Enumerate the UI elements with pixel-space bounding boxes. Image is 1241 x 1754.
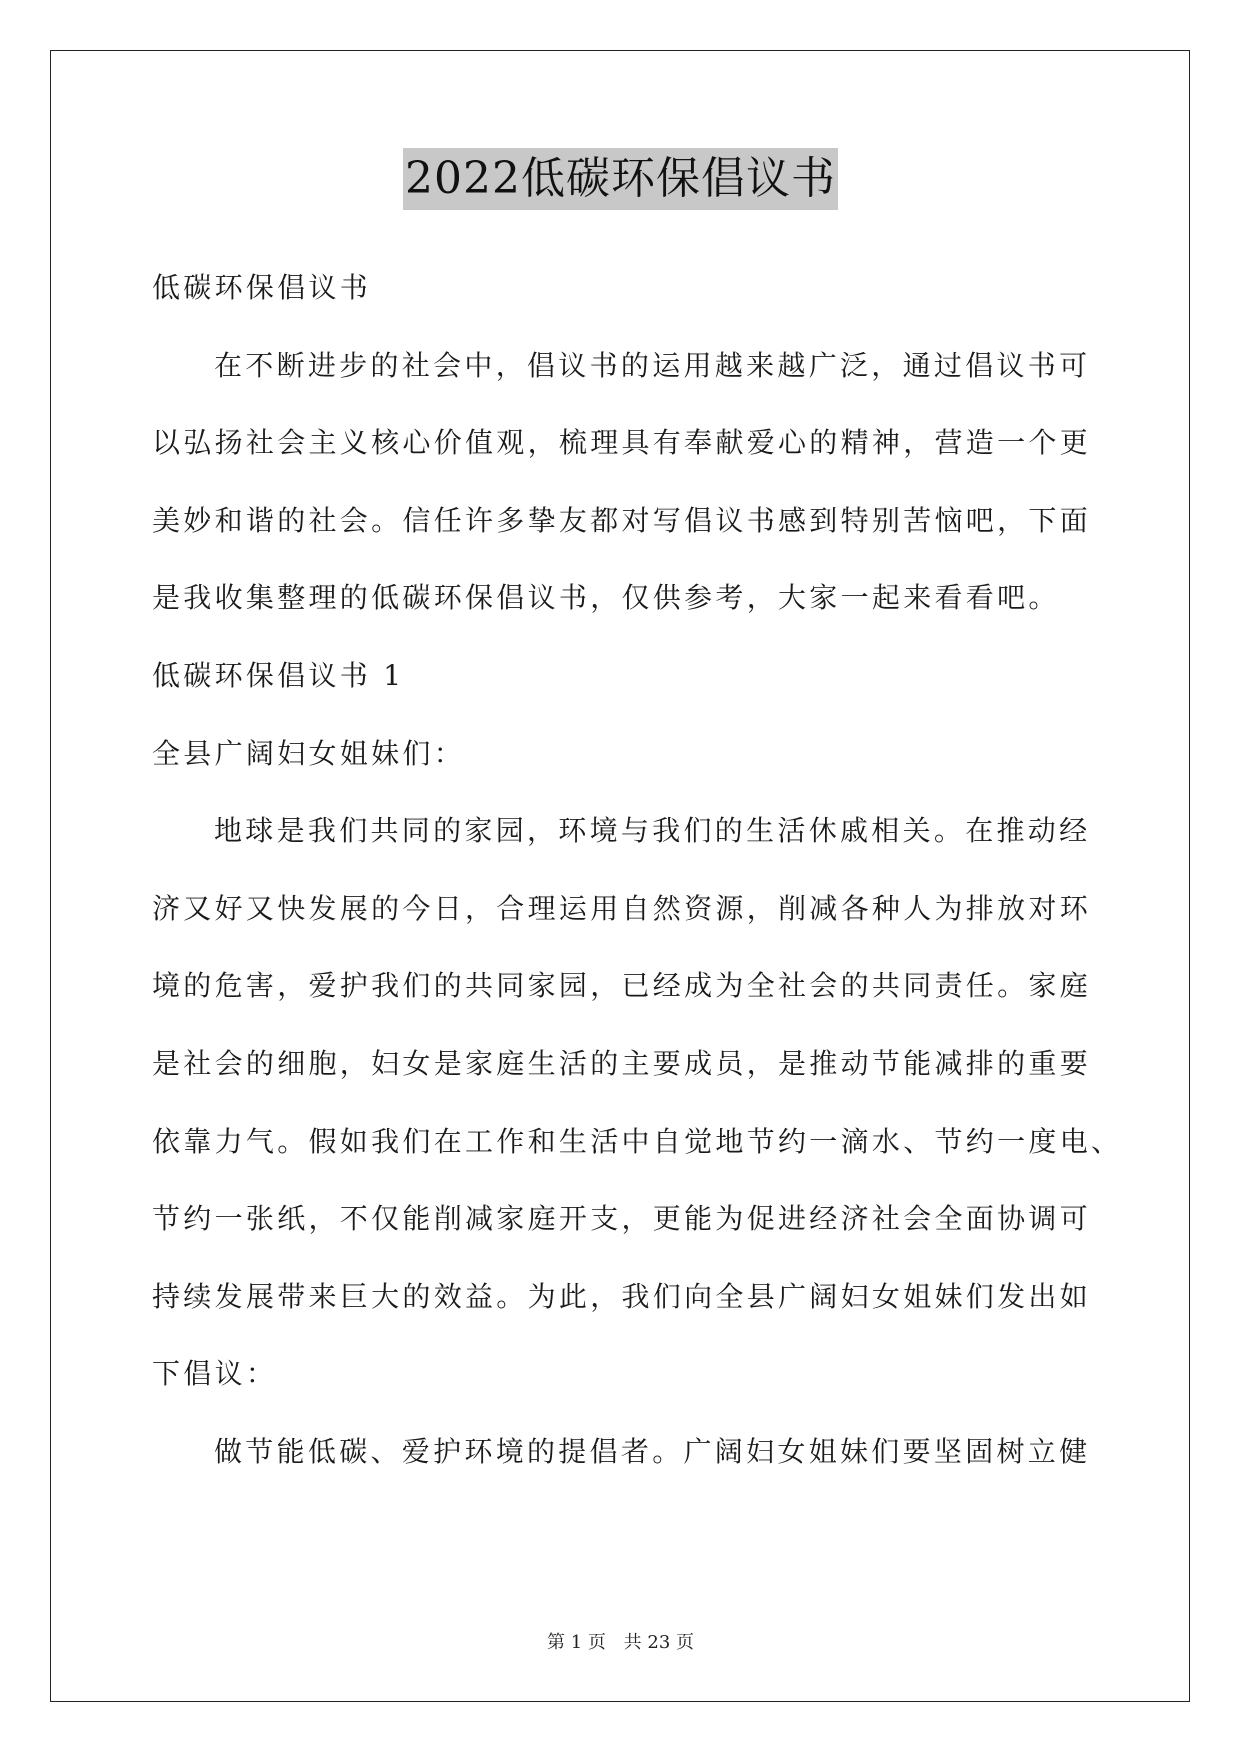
text-line: 以弘扬社会主义核心价值观，梳理具有奉献爱心的精神，营造一个更 — [152, 426, 1092, 460]
text-line: 在不断进步的社会中，倡议书的运用越来越广泛，通过倡议书可 — [214, 348, 1091, 382]
text-line: 做节能低碳、爱护环境的提倡者。广阔妇女姐妹们要坚固树立健 — [214, 1434, 1091, 1468]
text-line: 美妙和谐的社会。信任许多挚友都对写倡议书感到特别苦恼吧，下面 — [152, 503, 1092, 537]
text-line: 济又好又快发展的今日，合理运用自然资源，削减各种人为排放对环 — [152, 891, 1092, 925]
text-line: 地球是我们共同的家园，环境与我们的生活休戚相关。在推动经 — [214, 814, 1091, 848]
page-number: 第 1 页 — [547, 1632, 606, 1653]
text-line: 下倡议： — [152, 1357, 278, 1391]
page-total: 共 23 页 — [623, 1632, 694, 1653]
document-body — [152, 260, 1123, 1502]
text-line: 低碳环保倡议书 — [152, 271, 372, 304]
text-line: 节约一张纸，不仅能削减家庭开支，更能为促进经济社会全面协调可 — [152, 1202, 1092, 1236]
page-footer — [0, 1628, 1241, 1654]
text-line: 低碳环保倡议书 1 — [152, 658, 405, 692]
text-line: 依靠力气。假如我们在工作和生活中自觉地节约一滴水、节约一度电、 — [152, 1124, 1123, 1158]
text-line: 持续发展带来巨大的效益。为此，我们向全县广阔妇女姐妹们发出如 — [152, 1279, 1092, 1313]
text-line: 境的危害，爱护我们的共同家园，已经成为全社会的共同责任。家庭 — [152, 969, 1092, 1003]
title-container — [0, 148, 1241, 210]
text-line: 全县广阔妇女姐妹们： — [152, 736, 466, 770]
text-line: 是社会的细胞，妇女是家庭生活的主要成员，是推动节能减排的重要 — [152, 1046, 1092, 1080]
text-line: 是我收集整理的低碳环保倡议书，仅供参考，大家一起来看看吧。 — [152, 581, 1060, 615]
document-title: 2022低碳环保倡议书 — [403, 148, 838, 210]
